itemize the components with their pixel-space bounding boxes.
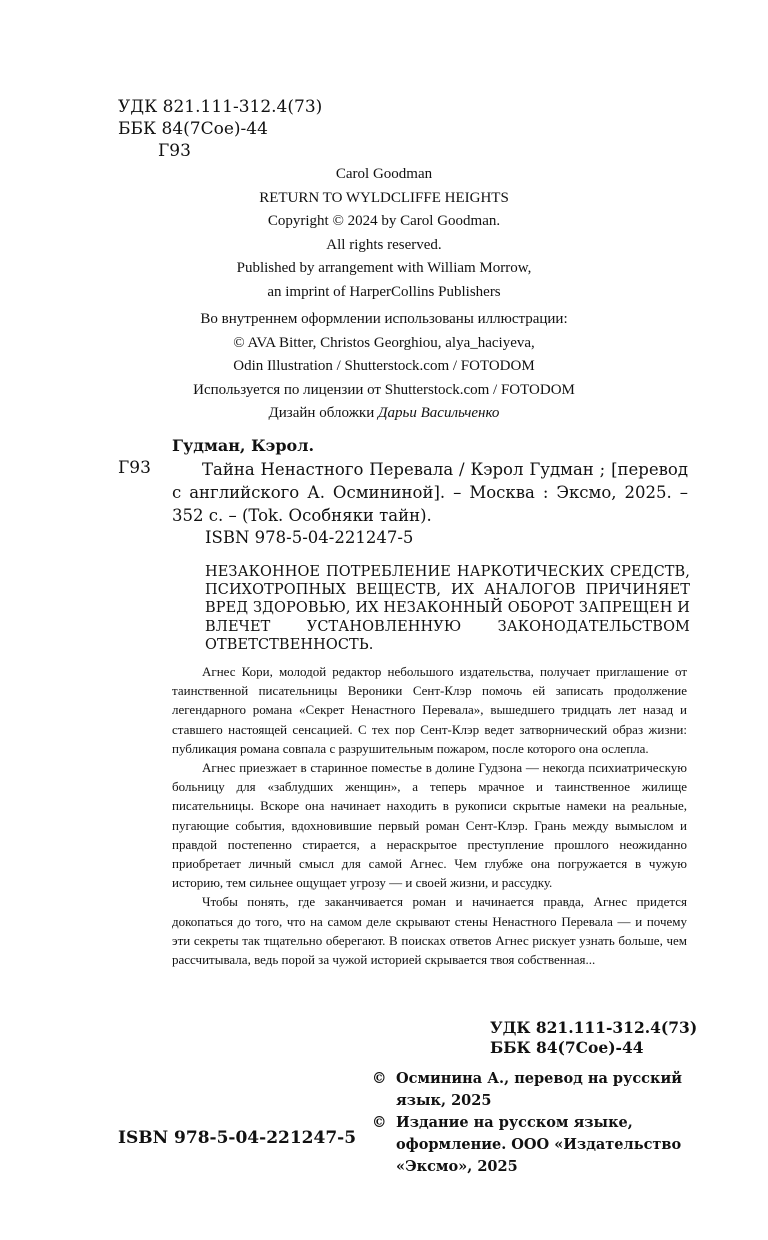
cover-designer-name: Дарьи Васильченко	[378, 405, 500, 421]
published-line-2: an imprint of HarperCollins Publishers	[267, 283, 501, 300]
cover-design-line	[0, 402, 768, 426]
isbn-bottom: ISBN 978-5-04-221247-5	[118, 1128, 357, 1148]
author-mark: Г93	[158, 141, 191, 161]
annotation-paragraph-2: Агнес приезжает в старинное поместье в долине Гудзона — некогда психиатрическую больницу для «заблудших женщин», а теперь мрачное и таинственное жилище писательницы. Вскоре она начинает находить в рукописи скрытые намеки на реальные, пугающие события, вдохновившие первый роман Сент-Клэр. Грань между вымыслом и правдой постепенно стирается, а нераскрытое преступление прошлого неожиданно приобретает личный смысл для самой Агнес. Чем глубже она погружается в чужую историю, тем сильнее ощущает угрозу — и своей жизни, и рассудку.	[172, 760, 687, 891]
copyright-symbol: ©	[372, 1114, 387, 1131]
bottom-bbk-code: ББК 84(7Сое)-44	[490, 1038, 644, 1057]
translation-copyright-text: Осминина А., перевод на русский язык, 2025	[396, 1070, 682, 1109]
illustrations-credits	[0, 308, 768, 426]
annotation	[172, 662, 687, 969]
edition-copyright	[372, 1112, 702, 1178]
original-author: Carol Goodman	[335, 166, 433, 182]
annotation-paragraph-1: Агнес Кори, молодой редактор небольшого издательства, получает приглашение от таинственной писательницы Вероники Сент-Клэр помочь ей записать продолжение легендарного романа «Секрет Ненастного Перевала», вышедшего тридцать лет назад и ставшего настоящей сенсацией. С тех пор Сент-Клэр ведет затворнический образ жизни: публикация романа совпала с разрушительным пожаром, после которого она ослепла.	[172, 664, 687, 756]
annotation-paragraph-3: Чтобы понять, где заканчивается роман и начинается правда, Агнес придется докопаться до того, что на самом деле скрывают стены Ненастного Перевала — и почему эти секреты так тщательно оберегают. В поисках ответов Агнес рискует узнать больше, чем рассчитывала, ведь порой за чужой историей скрывается твоя собственная...	[172, 894, 687, 968]
bibliographic-description	[172, 458, 688, 527]
copyright-symbol: ©	[372, 1070, 387, 1087]
cover-design-label: Дизайн обложки	[268, 405, 378, 421]
top-classification-codes	[118, 96, 322, 162]
edition-copyright-text: Издание на русском языке, оформление. ООО «Издательство «Эксмо», 2025	[396, 1114, 682, 1175]
illustrations-line-2: © AVA Bitter, Christos Georghiou, alya_haciyeva,	[233, 334, 535, 351]
copyright-notices	[372, 1068, 702, 1178]
bibliographic-isbn: ISBN 978-5-04-221247-5	[205, 528, 414, 547]
bbk-code: ББК 84(7Сое)-44	[118, 119, 268, 139]
bibliographic-mark: Г93	[118, 458, 151, 478]
original-edition-info	[0, 163, 768, 304]
original-title: RETURN TO WYLDCLIFFE HEIGHTS	[259, 189, 509, 206]
bibliographic-description-text: Тайна Ненастного Перевала / Кэрол Гудман ; [перевод с английского А. Осмининой]. – Москва : Эксмо, 2025. – 352 с. – (Tok. Особняки тайн).	[172, 460, 688, 525]
bottom-classification-codes	[490, 1018, 697, 1058]
original-copyright: Copyright © 2024 by Carol Goodman.	[267, 213, 501, 229]
published-line-1: Published by arrangement with William Morrow,	[236, 260, 532, 276]
translation-copyright	[372, 1068, 702, 1112]
udk-code: УДК 821.111-312.4(73)	[118, 97, 323, 117]
rights-reserved: All rights reserved.	[326, 236, 442, 253]
bottom-udk-code: УДК 821.111-312.4(73)	[490, 1018, 698, 1037]
illustrations-line-4: Используется по лицензии от Shutterstock.com / FOTODOM	[193, 381, 575, 398]
illustrations-line-3: Odin Illustration / Shutterstock.com / FOTODOM	[233, 358, 535, 374]
bibliographic-author-heading: Гудман, Кэрол.	[172, 436, 315, 455]
legal-warning: НЕЗАКОННОЕ ПОТРЕБЛЕНИЕ НАРКОТИЧЕСКИХ СРЕДСТВ, ПСИХОТРОПНЫХ ВЕЩЕСТВ, ИХ АНАЛОГОВ ПРИЧИНЯЕТ ВРЕД ЗДОРОВЬЮ, ИХ НЕЗАКОННЫЙ ОБОРОТ ЗАПРЕЩЕН И ВЛЕЧЕТ УСТАНОВЛЕННУЮ ЗАКОНОДАТЕЛЬСТВОМ ОТВЕТСТВЕННОСТЬ.	[205, 564, 690, 653]
illustrations-line-1: Во внутреннем оформлении использованы иллюстрации:	[200, 311, 568, 327]
